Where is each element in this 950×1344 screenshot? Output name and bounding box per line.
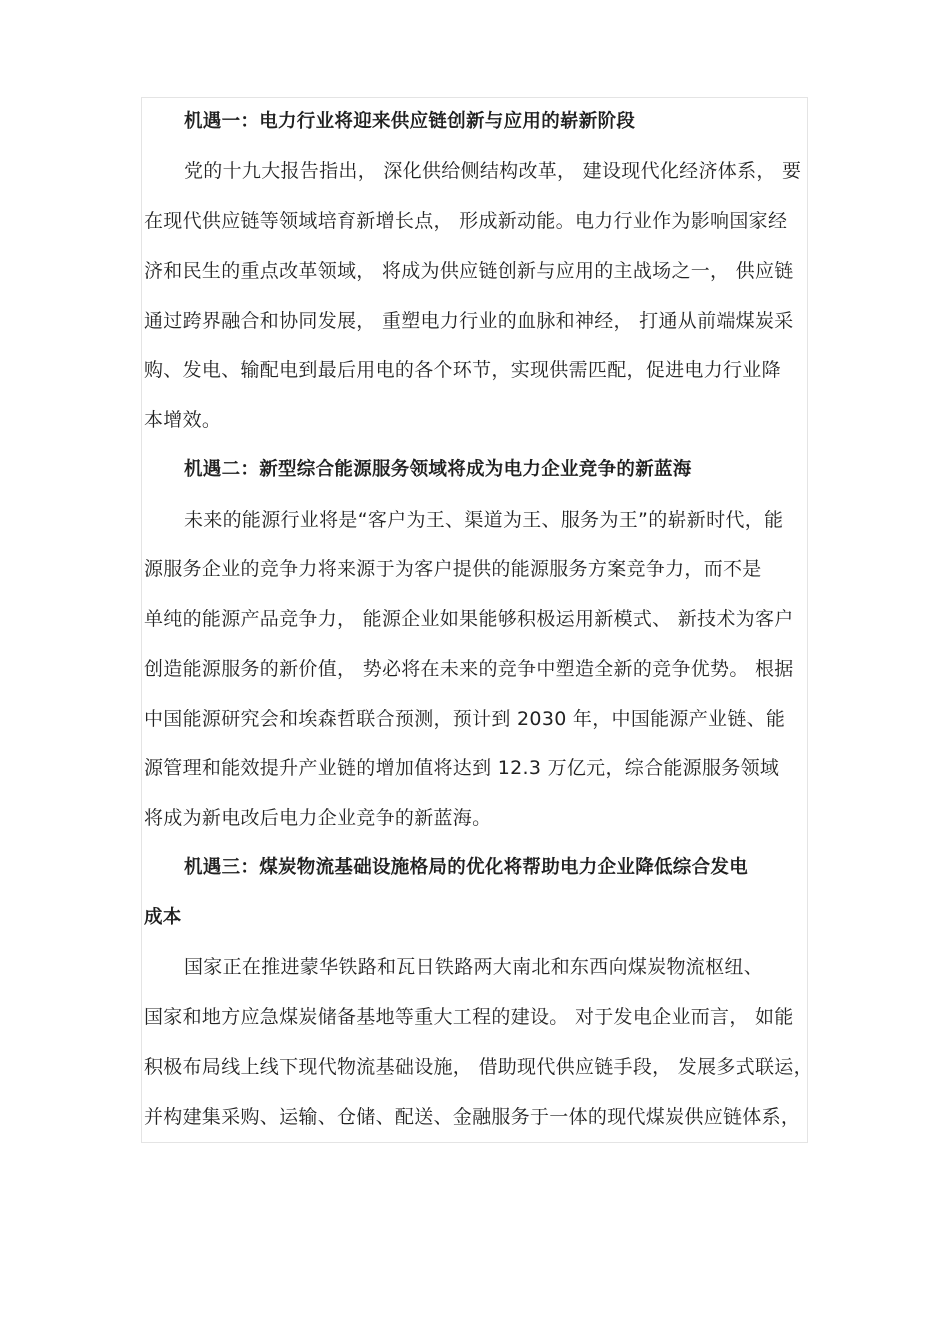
paragraph-line: 通过跨界融合和协同发展， 重塑电力行业的血脉和神经， 打通从前端煤炭采 (144, 310, 794, 332)
paragraph-line: 未来的能源行业将是“客户为王、渠道为王、服务为王”的崭新时代，能 (184, 509, 784, 531)
paragraph-line: 国家正在推进蒙华铁路和瓦日铁路两大南北和东西向煤炭物流枢纽、 (184, 956, 764, 978)
paragraph-line: 中国能源研究会和埃森哲联合预测，预计到 2030 年，中国能源产业链、能 (144, 708, 786, 730)
section-heading-1: 机遇一：电力行业将迎来供应链创新与应用的崭新阶段 (184, 111, 636, 132)
section-heading-3: 机遇三：煤炭物流基础设施格局的优化将帮助电力企业降低综合发电 (184, 857, 749, 878)
paragraph-line: 国家和地方应急煤炭储备基地等重大工程的建设。 对于发电企业而言， 如能 (144, 1006, 794, 1028)
paragraph-line: 将成为新电改后电力企业竞争的新蓝海。 (144, 807, 492, 829)
paragraph-line: 济和民生的重点改革领域， 将成为供应链创新与应用的主战场之一， 供应链 (144, 260, 794, 282)
section-heading-3-continued: 成本 (144, 907, 182, 928)
paragraph-line: 并构建集采购、运输、仓储、配送、金融服务于一体的现代煤炭供应链体系， (144, 1106, 801, 1128)
paragraph-line: 创造能源服务的新价值， 势必将在未来的竞争中塑造全新的竞争优势。 根据 (144, 658, 794, 680)
paragraph-line: 源服务企业的竞争力将来源于为客户提供的能源服务方案竞争力，而不是 (144, 558, 762, 580)
paragraph-line: 购、发电、输配电到最后用电的各个环节，实现供需匹配，促进电力行业降 (144, 359, 781, 381)
paragraph-line: 单纯的能源产品竞争力， 能源企业如果能够积极运用新模式、 新技术为客户 (144, 608, 794, 630)
paragraph-line: 党的十九大报告指出， 深化供给侧结构改革， 建设现代化经济体系， 要 (184, 160, 802, 182)
paragraph-line: 本增效。 (144, 409, 222, 431)
paragraph-line: 积极布局线上线下现代物流基础设施， 借助现代供应链手段， 发展多式联运， (144, 1056, 813, 1078)
section-heading-2: 机遇二：新型综合能源服务领域将成为电力企业竞争的新蓝海 (184, 459, 692, 480)
paragraph-line: 在现代供应链等领域培育新增长点， 形成新动能。电力行业作为影响国家经 (144, 210, 788, 232)
paragraph-line: 源管理和能效提升产业链的增加值将达到 12.3 万亿元，综合能源服务领域 (144, 757, 780, 779)
